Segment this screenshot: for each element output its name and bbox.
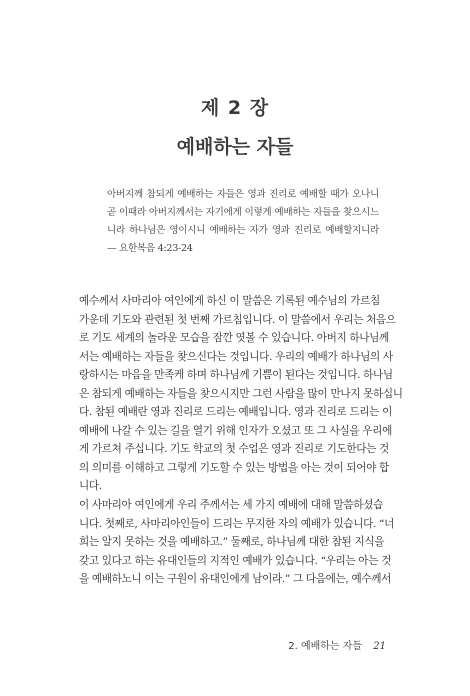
page-footer bbox=[288, 637, 386, 652]
epigraph-quote: 아버지께 참되게 예배하는 자들은 영과 진리로 예배할 때가 오나니 곧 이때라 아버지께서는 자기에게 이렇게 예배하는 자들을 찾으시느니라 하나님은 영이시니 예배하는 자가 영과 진리로 예배할지니라 — 요한복음 4:23-24 bbox=[107, 189, 379, 254]
text-line: 은 참되게 예배하는 자들을 찾으시지만 그런 사람을 많이 만나지 못하십니 bbox=[79, 387, 403, 400]
paragraph-1 bbox=[79, 292, 403, 496]
text-line: 갖고 있다고 하는 유대인들의 지적인 예배가 있습니다. “우리는 아는 것 bbox=[79, 554, 391, 567]
text-line: 랑하시는 마음을 만족케 하며 하나님께 기쁨이 된다는 것입니다. 하나님 bbox=[79, 369, 393, 382]
chapter-title: 예배하는 자들 bbox=[176, 136, 294, 158]
text-line: 로 기도 세계의 놀라운 모습을 잠깐 엿볼 수 있습니다. 아버지 하나님께 bbox=[79, 332, 389, 345]
text-line: 니다. bbox=[79, 480, 102, 493]
text-line: 예수께서 사마리아 여인에게 하신 이 말씀은 기록된 예수님의 가르침 bbox=[79, 295, 380, 307]
text-line: 의 의미를 이해하고 그렇게 기도할 수 있는 방법을 아는 것이 되어야 합 bbox=[79, 461, 389, 474]
page-number: 21 bbox=[373, 641, 386, 652]
running-title: 2. 예배하는 자들 bbox=[288, 641, 363, 652]
paragraph-2 bbox=[79, 496, 399, 589]
text-line: 예배에 나갈 수 있는 길을 열기 위해 인자가 오셨고 또 그 사실을 우리에 bbox=[79, 424, 392, 437]
text-line: 을 예배하노니 이는 구원이 유대인에게 남이라.” 그 다음에는, 예수께서 bbox=[79, 573, 391, 586]
text-line: 가운데 기도와 관련된 첫 번째 가르침입니다. 이 말씀에서 우리는 처음으 bbox=[79, 313, 396, 326]
body-text bbox=[79, 292, 403, 589]
text-line: 희는 알지 못하는 것을 예배하고.” 둘째로, 하나님께 대한 참된 지식을 bbox=[79, 536, 385, 549]
text-line: 서는 예배하는 자들을 찾으신다는 것입니다. 우리의 예배가 하나님의 사 bbox=[79, 350, 393, 363]
text-line: 다. 참된 예배란 영과 진리로 드리는 예배입니다. 영과 진리로 드리는 이 bbox=[79, 406, 392, 419]
text-line: 니다. 첫째로, 사마리아인들이 드리는 무지한 자의 예배가 있습니다. “너 bbox=[79, 517, 394, 530]
text-line: 게 가르쳐 주십니다. 기도 학교의 첫 수업은 영과 진리로 기도한다는 것 bbox=[79, 443, 389, 456]
chapter-number: 제 2 장 bbox=[200, 97, 270, 119]
text-line: 이 사마리아 여인에게 우리 주께서는 세 가지 예배에 대해 말씀하셨습 bbox=[79, 499, 383, 512]
